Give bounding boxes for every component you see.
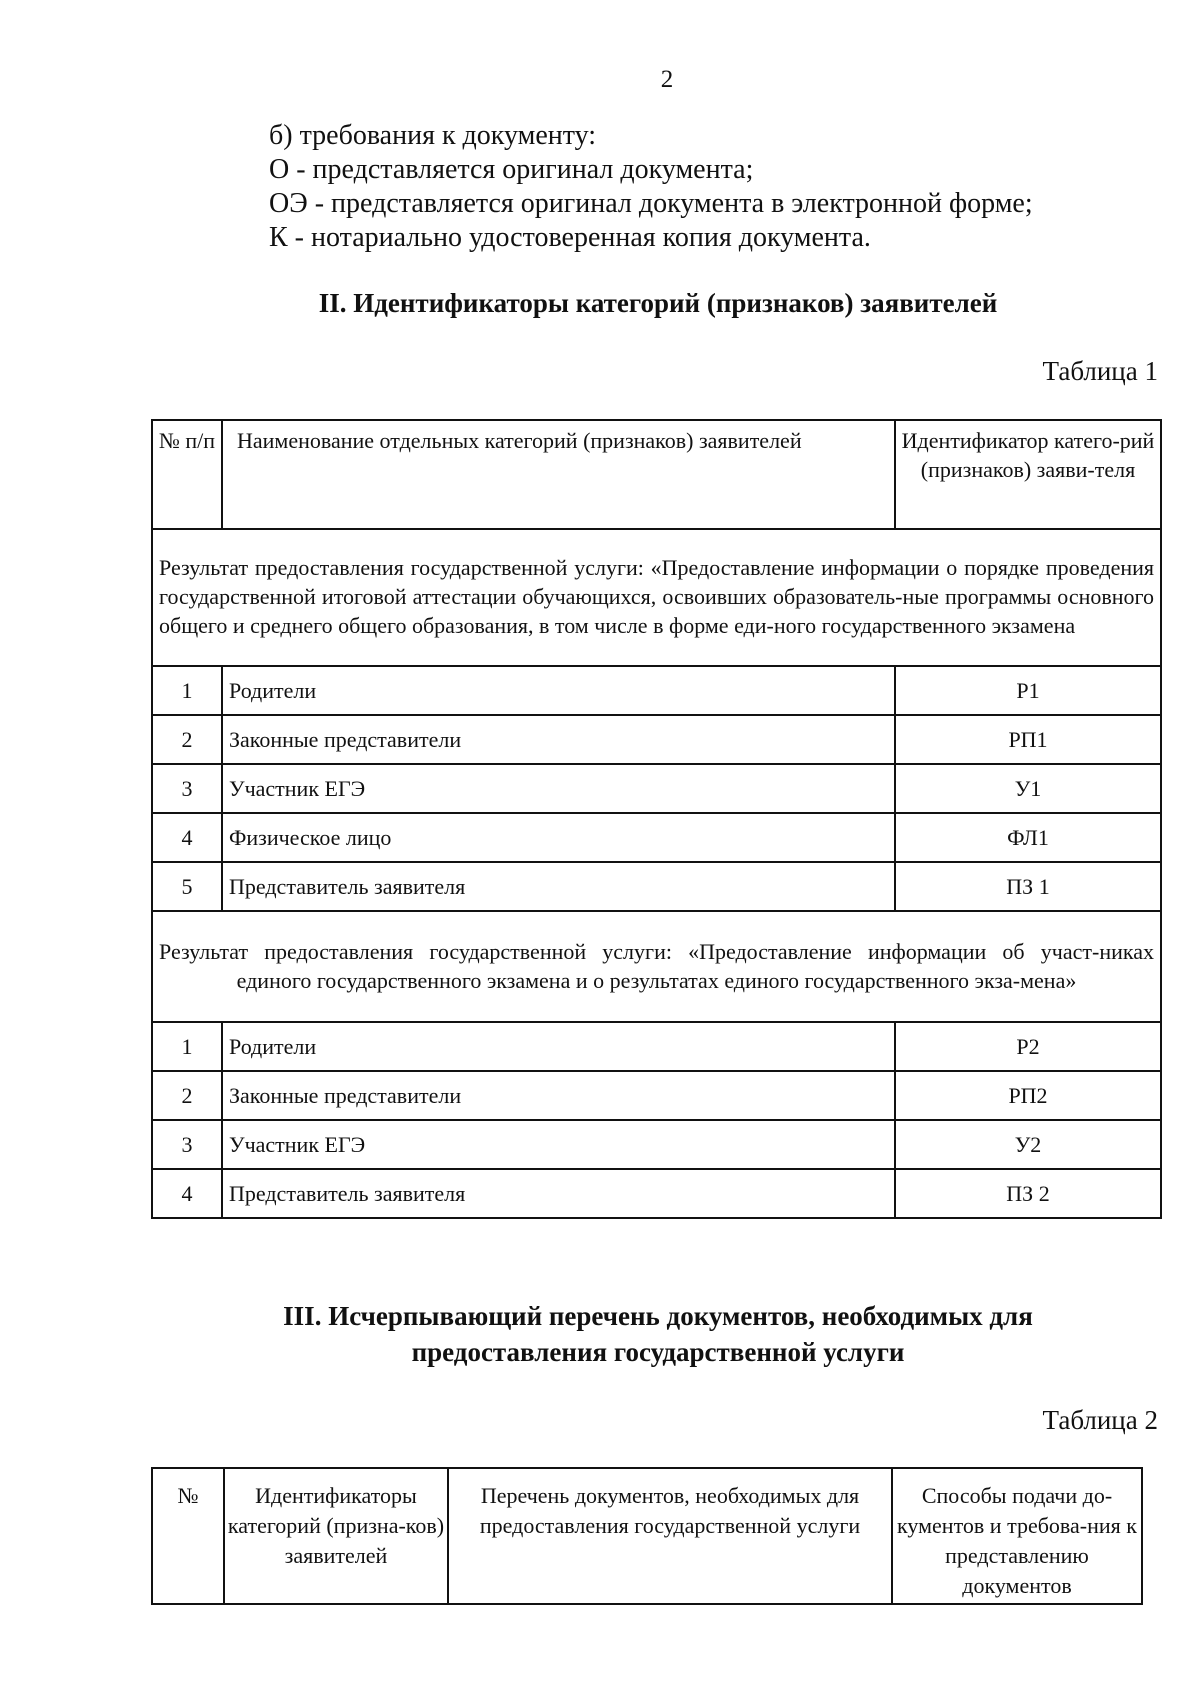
- required-documents-table: [151, 1467, 1143, 1605]
- table-header-row: [152, 420, 1161, 529]
- row-num: 4: [152, 813, 222, 862]
- row-category: Законные представители: [222, 1071, 895, 1120]
- table-row: [152, 1071, 1161, 1120]
- table-2-caption: Таблица 2: [1042, 1405, 1158, 1435]
- service-result-text: Результат предоставления государственной услуги: «Предоставление информации о порядке проведения государственной итоговой аттестации обучающихся, освоивших образователь-ные программы основного общего и среднего общего образования, в том числе в форме еди-ного государственного экзамена: [152, 529, 1161, 666]
- row-category: Родители: [222, 666, 895, 715]
- row-num: 2: [152, 1071, 222, 1120]
- page-number: 2: [660, 66, 674, 93]
- table-row: [152, 1022, 1161, 1071]
- row-identifier: Р2: [895, 1022, 1161, 1071]
- table-1-caption: Таблица 1: [1042, 356, 1158, 386]
- header-num: № п/п: [152, 420, 222, 529]
- document-requirements: [269, 119, 1033, 255]
- row-category: Физическое лицо: [222, 813, 895, 862]
- table-row: [152, 666, 1161, 715]
- section-3-title-line-1: III. Исчерпывающий перечень документов, необходимых для: [283, 1301, 1033, 1331]
- table-row: [152, 862, 1161, 911]
- table-row: [152, 813, 1161, 862]
- result-row: [152, 911, 1161, 1022]
- table-header-row: [152, 1468, 1142, 1604]
- row-identifier: У1: [895, 764, 1161, 813]
- row-identifier: У2: [895, 1120, 1161, 1169]
- row-identifier: РП2: [895, 1071, 1161, 1120]
- row-category: Законные представители: [222, 715, 895, 764]
- row-num: 1: [152, 1022, 222, 1071]
- header-category-id: Идентификатор катего-рий (признаков) заяви-теля: [895, 420, 1161, 529]
- row-category: Родители: [222, 1022, 895, 1071]
- row-category: Представитель заявителя: [222, 1169, 895, 1218]
- row-category: Участник ЕГЭ: [222, 1120, 895, 1169]
- row-num: 5: [152, 862, 222, 911]
- row-identifier: ФЛ1: [895, 813, 1161, 862]
- row-identifier: ПЗ 2: [895, 1169, 1161, 1218]
- row-num: 4: [152, 1169, 222, 1218]
- row-num: 2: [152, 715, 222, 764]
- service-result-text: Результат предоставления государственной услуги: «Предоставление информации об участ-никах единого государственного экзамена и о результатах единого государственного экза-мена»: [152, 911, 1161, 1022]
- table-row: [152, 764, 1161, 813]
- table-row: [152, 1120, 1161, 1169]
- header-submission-methods: Способы подачи до-кументов и требова-ния к представлению документов: [892, 1468, 1142, 1604]
- table-row: [152, 715, 1161, 764]
- row-category: Представитель заявителя: [222, 862, 895, 911]
- section-3-title-line-2: предоставления государственной услуги: [411, 1337, 905, 1367]
- row-identifier: ПЗ 1: [895, 862, 1161, 911]
- row-num: 1: [152, 666, 222, 715]
- requirement-original: О - представляется оригинал документа;: [269, 154, 754, 185]
- section-3-title: [150, 1298, 1166, 1370]
- header-category-name: Наименование отдельных категорий (признаков) заявителей: [222, 420, 895, 529]
- header-category-ids: Идентификаторы категорий (призна-ков) заявителей: [224, 1468, 448, 1604]
- requirement-electronic: ОЭ - представляется оригинал документа в электронной форме;: [269, 188, 1033, 219]
- section-2-title: II. Идентификаторы категорий (признаков) заявителей: [318, 288, 998, 318]
- row-category: Участник ЕГЭ: [222, 764, 895, 813]
- header-num: №: [152, 1468, 224, 1604]
- table-row: [152, 1169, 1161, 1218]
- result-row: [152, 529, 1161, 666]
- row-num: 3: [152, 764, 222, 813]
- row-num: 3: [152, 1120, 222, 1169]
- requirement-notarized-copy: К - нотариально удостоверенная копия документа.: [269, 222, 871, 253]
- requirements-heading: б) требования к документу:: [269, 120, 597, 151]
- applicant-categories-table: [151, 419, 1162, 1219]
- row-identifier: РП1: [895, 715, 1161, 764]
- row-identifier: Р1: [895, 666, 1161, 715]
- header-document-list: Перечень документов, необходимых для предоставления государственной услуги: [448, 1468, 892, 1604]
